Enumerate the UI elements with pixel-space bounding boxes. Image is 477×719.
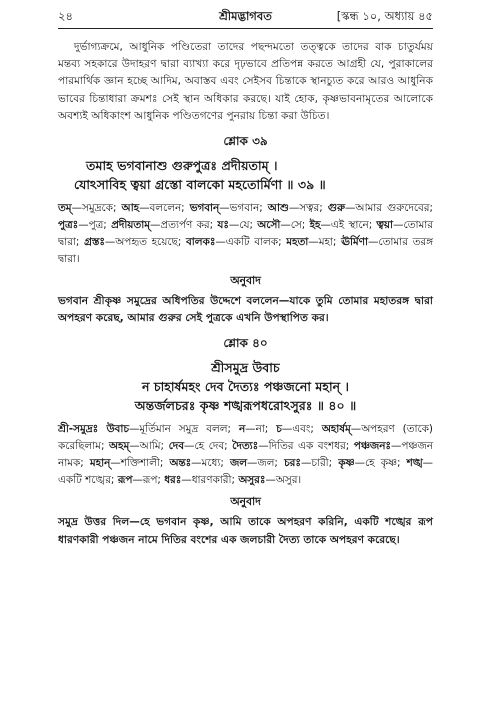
synonym-word: আহ xyxy=(121,202,140,215)
synonym-word: পুত্রঃ xyxy=(58,219,79,232)
synonym-word: ত্বয়া xyxy=(376,219,394,232)
synonym-word: দেব xyxy=(168,440,185,453)
verse-40-translation-label: অনুবাদ xyxy=(230,495,261,509)
synonym-meaning: আমি; xyxy=(139,440,169,453)
synonym-word: ইহ xyxy=(309,219,321,232)
synonym-word: তম্ xyxy=(58,202,72,215)
book-title: শ্রীমদ্ভাগবত xyxy=(219,9,272,23)
synonym-meaning: হে দেব; xyxy=(194,440,233,453)
verse-39-line-2: যোঽসাবিহ ত্বয়া গ্রস্তো বালকো মহতোর্মিণা ॥ ৩৯ ॥ xyxy=(74,177,326,193)
synonym-word: প্রদীয়তাম্ xyxy=(111,219,150,232)
synonym-meaning: চারী; xyxy=(311,457,339,470)
verse-40-synonyms: শ্রী-সমুদ্রঃ উবাচ—মূর্তিমান সমুদ্র বলল; ন—না; চ—এবং; অহার্ষম্—অপহরণ (তাকে) করেছিলাম; অহম্—আমি; দেব—হে দেব; দৈত্যঃ—দিতির এক বংশধর; পঞ্চজনঃ—পঞ্চজন নামক; মহান্—শক্তিশালী; অন্তঃ—মধ্যে; জল—জল; চরঃ—চারী; কৃষ্ণ—হে কৃষ্ণ; শঙ্খ—একটি শঙ্খের; রূপ—রূপ; ধরঃ—ধারণকারী; অসুরঃ—অসুর। xyxy=(58,423,433,487)
synonym-word: বালকঃ xyxy=(186,236,216,249)
verse-39-line-1: তমাহ ভগবানাশু গুরুপুত্রঃ প্রদীয়তাম্ । xyxy=(86,158,278,174)
section-reference: [স্কন্ধ ১০, অধ্যায় ৪৫ xyxy=(336,9,433,23)
synonym-word: কৃষ্ণ xyxy=(338,457,355,470)
verse-39-translation: ভগবান শ্রীকৃষ্ণ সমুদ্রের অধিপতির উদ্দেশে বললেন—যাকে তুমি তোমার মহাতরঙ্গ দ্বারা অপহরণ করেছ, আমার গুরুর সেই পুত্রকে এখনি উপস্থাপিত কর। xyxy=(58,295,433,325)
synonym-word: ন xyxy=(238,423,246,436)
synonym-word: পঞ্চজনঃ xyxy=(353,440,391,453)
synonym-word: গুরু xyxy=(327,202,345,215)
synonym-meaning: সে; xyxy=(290,219,310,232)
synonym-meaning: অপহৃত হয়েছে; xyxy=(115,236,187,249)
synonym-meaning: একটি শঙ্খের; xyxy=(58,474,118,487)
synonym-word: যঃ xyxy=(217,219,229,232)
synonym-word: মহান্ xyxy=(89,457,111,470)
synonym-word: অহম্ xyxy=(109,440,130,453)
synonym-word: ভগবান্ xyxy=(189,202,220,215)
verse-40-heading: শ্লোক ৪০ xyxy=(223,336,268,351)
synonym-meaning: যে; xyxy=(239,219,258,232)
synonym-meaning: ধারণকারী; xyxy=(191,474,239,487)
synonym-word: চরঃ xyxy=(284,457,301,470)
synonym-meaning: প্রত্যর্পণ কর; xyxy=(160,219,218,232)
synonym-meaning: এই স্থানে; xyxy=(330,219,377,232)
synonym-meaning: একটি বালক; xyxy=(225,236,287,249)
intro-paragraph: দুর্ভাগ্যক্রমে, আধুনিক পণ্ডিতেরা তাদের পছন্দমতো তত্ত্বকে তাদের বাক চাতুর্যময় মন্তব্য সহকারে উদাহরণ দ্বারা ব্যাখ্যা করে দৃঢ়ভাবে প্রতিপন্ন করতে আগ্রহী যে, পুরাকালের পারমার্থিক জ্ঞান হচ্ছে আদিম, অবাস্তব এবং সেইসব চিন্তাকে স্থানচ্যুত করে আরও আধুনিক ভাবের চিন্তাধারা ক্রমশঃ সেই স্থান অধিকার করছে। যাই হোক, কৃষ্ণভাবনামৃতের আলোকে অবশ্যই অধিকাংশ আধুনিক পণ্ডিতগণের পুনরায় চিন্তা করা উচিত। xyxy=(58,41,433,122)
synonym-meaning: তোমার তরঙ্গ দ্বারা। xyxy=(58,236,433,266)
page-number: ২৪ xyxy=(58,9,73,23)
synonym-word: চ xyxy=(276,423,282,436)
synonym-meaning: আমার গুরুদেবের; xyxy=(355,202,434,215)
verse-39-translation-label: অনুবাদ xyxy=(230,274,261,288)
synonym-meaning: শক্তিশালী; xyxy=(120,457,170,470)
synonym-meaning: সত্বর; xyxy=(299,202,328,215)
verse-40-speaker-line: শ্রীসমুদ্র উবাচ xyxy=(211,360,280,376)
synonym-word: অসুরঃ xyxy=(238,474,266,487)
synonym-word: মহতা xyxy=(286,236,309,249)
verse-40 xyxy=(58,335,433,548)
synonym-word: জল xyxy=(229,457,247,470)
synonym-meaning: হে কৃষ্ণ; xyxy=(364,457,407,470)
synonym-meaning: এবং; xyxy=(292,423,322,436)
synonym-meaning: মূর্তিমান সমুদ্র বলল; xyxy=(139,423,239,436)
synonym-meaning: পুত্র; xyxy=(88,219,112,232)
synonym-meaning: তোমার দ্বারা; xyxy=(58,219,433,249)
synonym-meaning: সমুদ্রকে; xyxy=(81,202,122,215)
running-header xyxy=(58,8,433,26)
synonym-word: শঙ্খ xyxy=(406,457,423,470)
synonym-meaning: পঞ্চজন নামক; xyxy=(58,440,433,470)
verse-40-line-1: ন চাহার্ষমহং দেব দৈত্যঃ পঞ্চজনো মহান্ । xyxy=(141,379,350,395)
verse-40-translation: সমুদ্র উত্তর দিল—হে ভগবান কৃষ্ণ, আমি তাকে অপহরণ করিনি, একটি শঙ্খের রূপ ধারণকারী পঞ্চজন নামে দিতির বংশের এক জলচারী দৈত্য তাকে অপহরণ করেছে। xyxy=(58,516,433,546)
synonym-word: অন্তঃ xyxy=(169,457,192,470)
verse-39-heading: শ্লোক ৩৯ xyxy=(223,134,268,149)
synonym-meaning: রূপ; xyxy=(142,474,165,487)
synonym-meaning: দিতির এক বংশধর; xyxy=(268,440,354,453)
synonym-word: আশু xyxy=(267,202,289,215)
synonym-word: অহার্ষম্ xyxy=(321,423,351,436)
synonym-word: ঊর্মিণা xyxy=(341,236,368,249)
synonym-meaning: না; xyxy=(255,423,277,436)
synonym-word: শ্রী-সমুদ্রঃ উবাচ xyxy=(58,423,129,436)
header-rule xyxy=(58,28,433,29)
synonym-word: রূপ xyxy=(117,474,133,487)
synonym-meaning: বললেন; xyxy=(149,202,190,215)
synonym-meaning: ভগবান; xyxy=(229,202,268,215)
synonym-word: অসৌ xyxy=(257,219,281,232)
verse-39-synonyms: তম্—সমুদ্রকে; আহ—বললেন; ভগবান্—ভগবান; আশু—সত্বর; গুরু—আমার গুরুদেবের; পুত্রঃ—পুত্র; প্রদীয়তাম্—প্রত্যর্পণ কর; যঃ—যে; অসৌ—সে; ইহ—এই স্থানে; ত্বয়া—তোমার দ্বারা; গ্রস্তঃ—অপহৃত হয়েছে; বালকঃ—একটি বালক; মহতা—মহা; ঊর্মিণা—তোমার তরঙ্গ দ্বারা। xyxy=(58,202,434,266)
verse-39 xyxy=(58,133,433,327)
synonym-word: দৈত্যঃ xyxy=(232,440,259,453)
synonym-word: গ্রস্তঃ xyxy=(84,236,105,249)
verse-40-line-2: অন্তর্জলচরঃ কৃষ্ণ শঙ্খরূপধরোঽসুরঃ ॥ ৪০ ॥ xyxy=(134,398,357,414)
synonym-meaning: অপহরণ (তাকে) করেছিলাম; xyxy=(58,423,433,453)
synonym-meaning: অসুর। xyxy=(275,474,302,487)
synonym-meaning: জল; xyxy=(257,457,285,470)
synonym-word: ধরঃ xyxy=(164,474,182,487)
synonym-meaning: মহা; xyxy=(318,236,342,249)
synonym-meaning: মধ্যে; xyxy=(201,457,230,470)
